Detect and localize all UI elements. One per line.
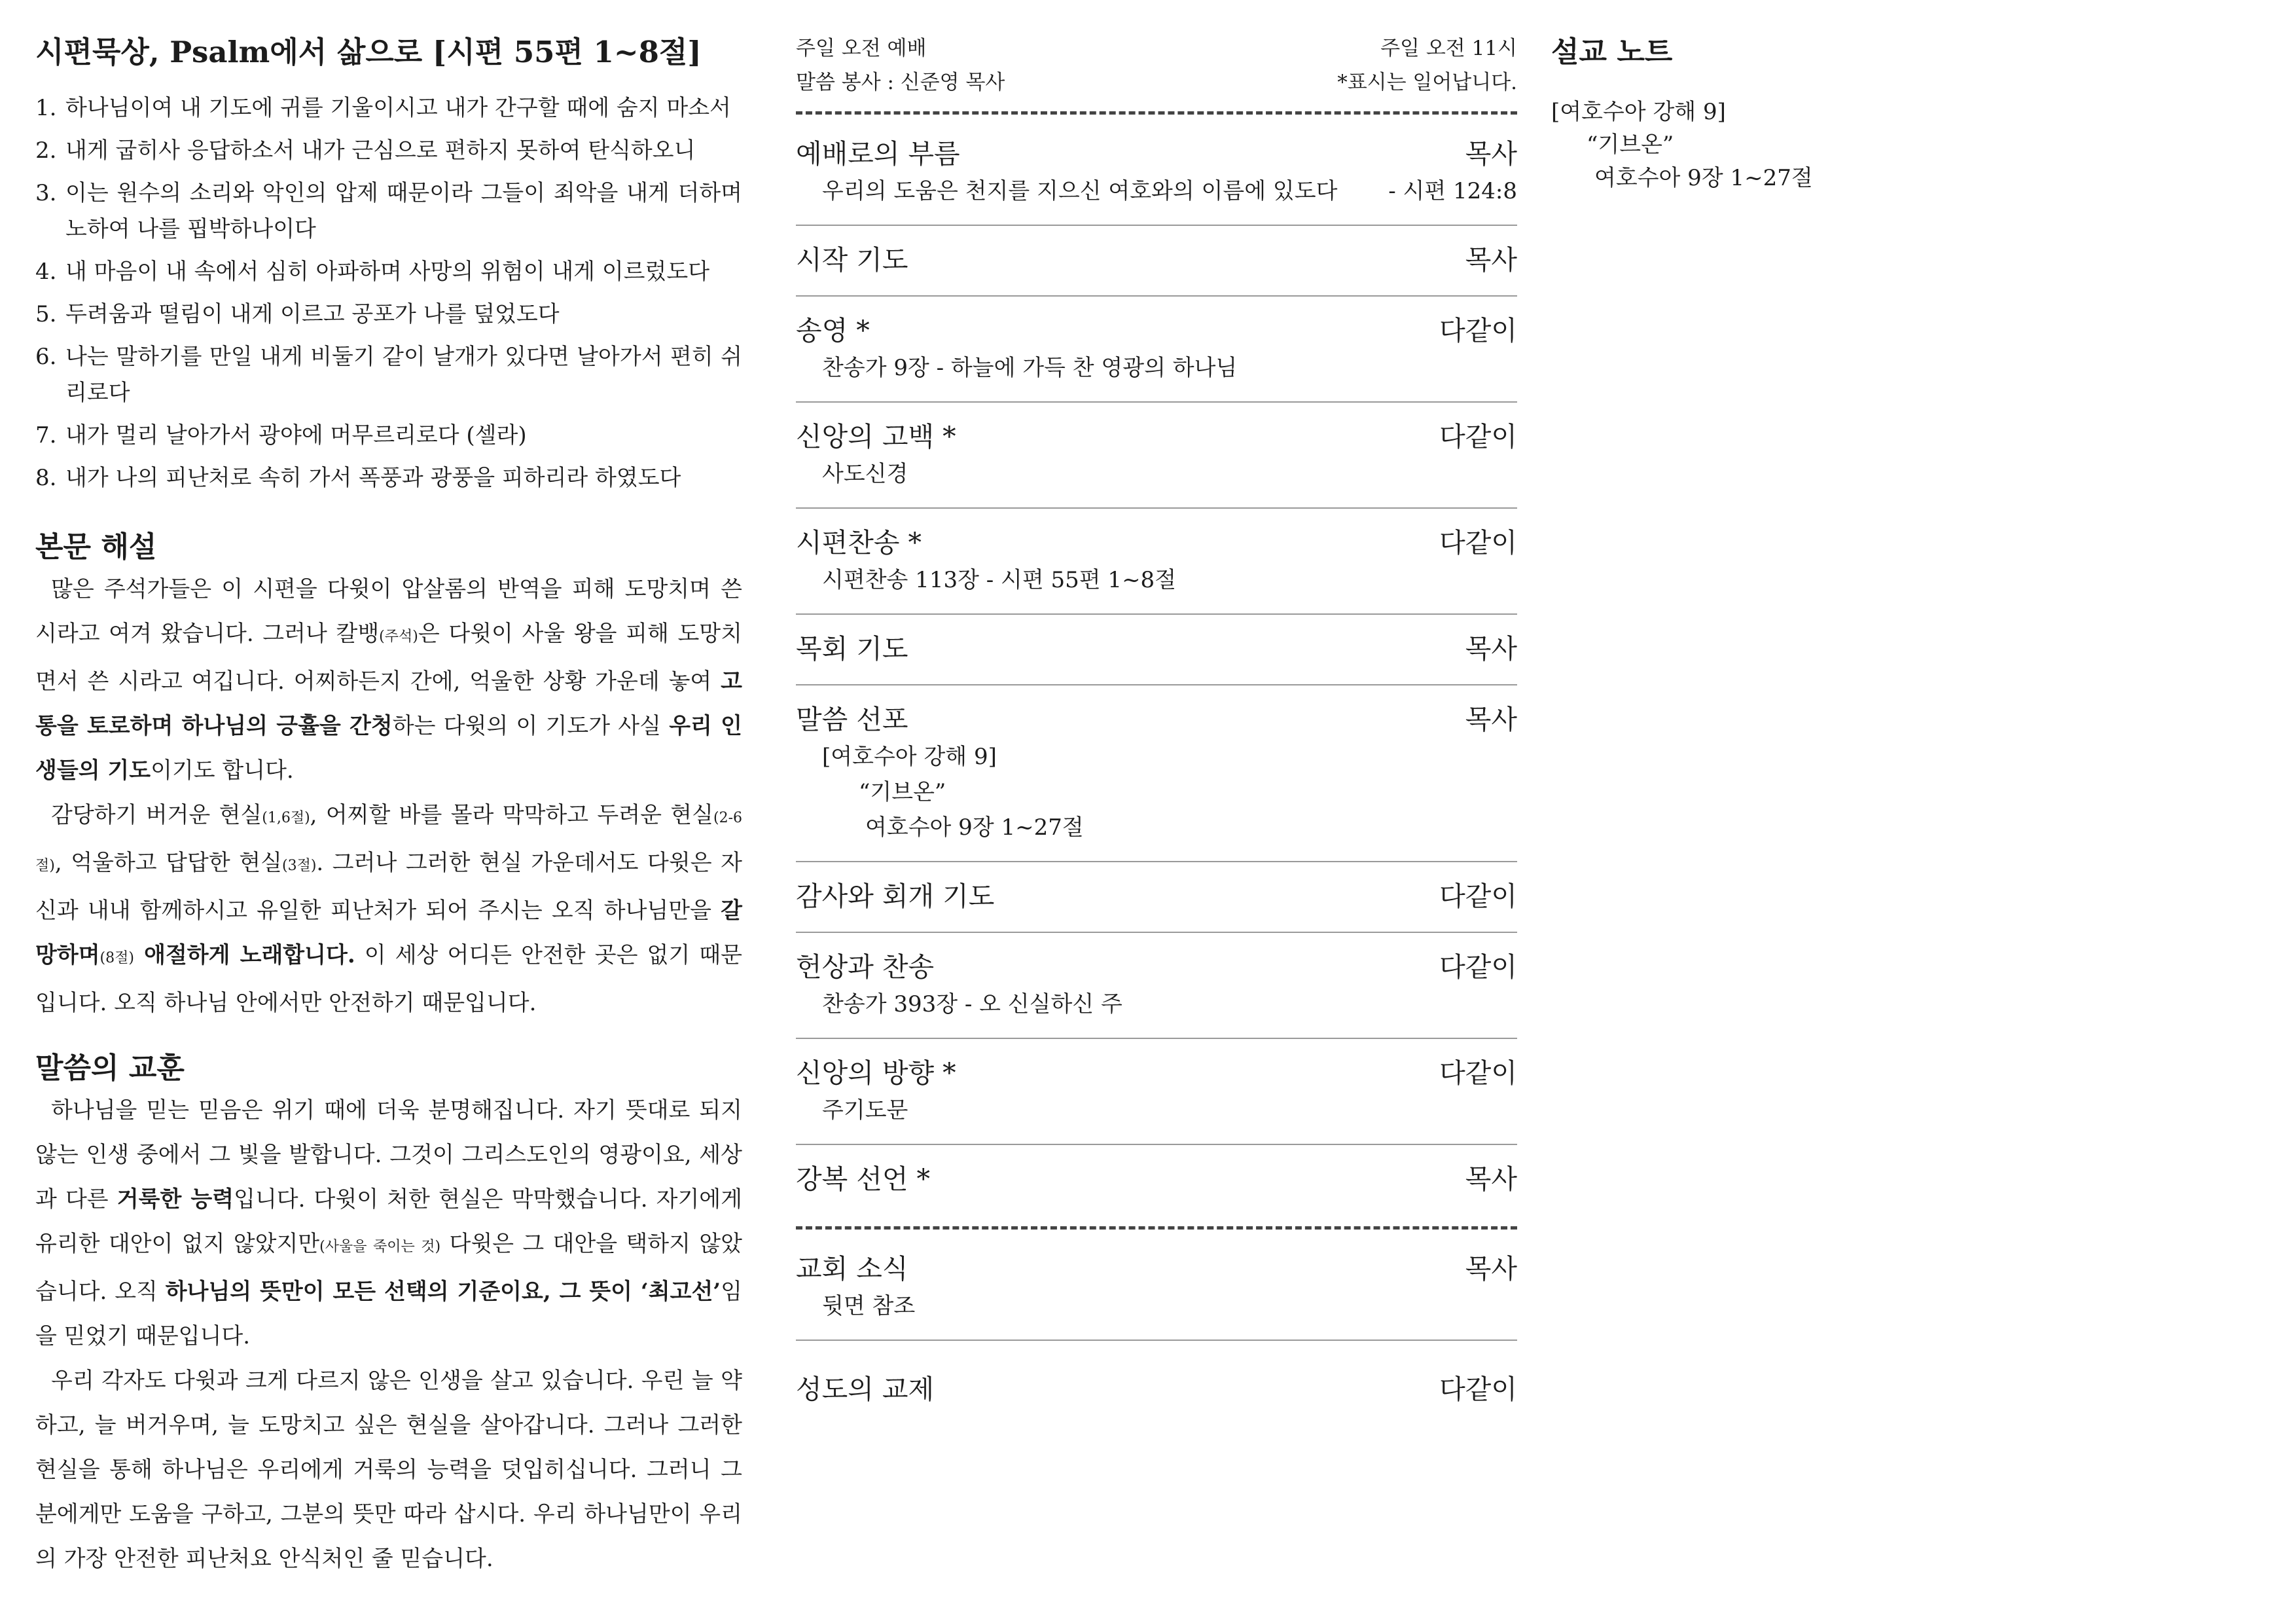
order-item-name: 헌상과 찬송 xyxy=(796,951,935,983)
emphasis-text: 우리 인생들의 기도 xyxy=(35,713,742,784)
notes-series: [여호수아 강해 9] xyxy=(1551,99,1726,125)
order-item xyxy=(796,1341,1517,1425)
order-item-name: 신앙의 방향 * xyxy=(796,1057,956,1089)
verse-number: 2. xyxy=(35,137,57,164)
sermon-notes-column xyxy=(1551,0,2206,196)
text-run: 은 다윗이 사울 왕을 피해 도망치면서 쓴 시라고 여깁니다. 어찌하든지 간에, 억울한 상황 가운데 놓여 xyxy=(35,621,742,695)
emphasis-text: 애절하게 노래합니다. xyxy=(134,942,355,968)
footnote-text: (사울을 죽이는 것) xyxy=(319,1239,441,1255)
sermon-passage: 여호수아 9장 1~27절 xyxy=(865,814,1084,841)
order-item-leader: 다같이 xyxy=(1439,527,1517,558)
order-item-name: 강복 선언 * xyxy=(796,1163,930,1195)
order-item xyxy=(796,226,1517,297)
order-item-leader: 다같이 xyxy=(1439,1374,1517,1405)
order-item-name: 송영 * xyxy=(796,315,870,346)
sermon-title: “기브온” xyxy=(859,779,946,805)
order-item-detail: 우리의 도움은 천지를 지으신 여호와의 이름에 있도다 xyxy=(822,178,1338,204)
order-item xyxy=(796,1145,1517,1214)
text-run: 이 세상 어디든 안전한 곳은 없기 때문입니다. 오직 하나님 안에서만 안전하기 때문입니다. xyxy=(35,942,742,1016)
order-item-leader: 다같이 xyxy=(1439,421,1517,452)
order-item xyxy=(796,1039,1517,1145)
worship-order-column xyxy=(796,0,1517,1425)
text-run: . 그러나 그러한 현실 가운데서도 다윗은 자신과 내내 함께하시고 유일한 피난처가 되어 주시는 오직 하나님만을 xyxy=(35,850,743,924)
order-item-name: 말씀 선포 xyxy=(796,704,908,735)
order-item-leader: 다같이 xyxy=(1439,951,1517,983)
order-item xyxy=(796,685,1517,862)
verse-item xyxy=(35,418,742,454)
verse-item xyxy=(35,133,742,169)
order-item-detail: 찬송가 393장 - 오 신실하신 주 xyxy=(822,991,1122,1017)
verse-item xyxy=(35,339,742,411)
footnote-text: (3절) xyxy=(281,858,317,874)
order-item-detail: 사도신경 xyxy=(822,461,908,487)
order-item xyxy=(796,615,1517,685)
footnote-text: (8절) xyxy=(99,950,134,966)
verse-text: 나는 말하기를 만일 내게 비둘기 같이 날개가 있다면 날아가서 편히 쉬리로다 xyxy=(65,344,742,406)
verse-item xyxy=(35,175,742,247)
verse-text: 이는 원수의 소리와 악인의 압제 때문이라 그들이 죄악을 내게 더하며 노하여 나를 핍박하나이다 xyxy=(65,180,742,242)
service-time: 주일 오전 11시 xyxy=(1380,37,1517,60)
verse-item xyxy=(35,90,742,126)
text-run: 입니다. 다윗이 처한 현실은 막막했습니다. 자기에게 유리한 대안이 없지 않았지만 xyxy=(35,1186,742,1257)
text-run: 다윗은 그 대안을 택하지 않았습니다. 오직 xyxy=(35,1231,742,1305)
commentary-paragraph-2 xyxy=(35,793,742,1025)
verse-text: 내 마음이 내 속에서 심히 아파하며 사망의 위험이 내게 이르렀도다 xyxy=(65,259,710,285)
text-run: 하는 다윗의 이 기도가 사실 xyxy=(392,713,670,739)
text-run: 하나님을 믿는 믿음은 위기 때에 더욱 분명해집니다. 자기 뜻대로 되지 않는 인생 중에서 그 빛을 발합니다. 그것이 그리스도인의 영광이요, 세상과 다른 xyxy=(35,1097,742,1213)
stand-note: *표시는 일어납니다. xyxy=(1337,71,1517,94)
order-item-name: 시작 기도 xyxy=(796,244,908,276)
emphasis-text: 갈망하며 xyxy=(35,898,742,968)
emphasis-text: 고통을 토로하며 하나님의 긍휼을 간청 xyxy=(35,668,742,739)
emphasis-text: 하나님의 뜻만이 모든 선택의 기준이요, 그 뜻이 ‘최고선’ xyxy=(165,1279,721,1305)
preacher: 말씀 봉사 : 신준영 목사 xyxy=(796,71,1005,94)
order-item xyxy=(796,403,1517,509)
meditation-column xyxy=(35,0,742,1581)
text-run: 많은 주석가들은 이 시편을 다윗이 압살롬의 반역을 피해 도망치며 쓴 시라고 여겨 왔습니다. 그러나 칼뱅 xyxy=(35,576,742,647)
order-item-name: 신앙의 고백 * xyxy=(796,421,956,452)
order-item xyxy=(796,862,1517,933)
verse-text: 내게 굽히사 응답하소서 내가 근심으로 편하지 못하여 탄식하오니 xyxy=(65,137,696,164)
lesson-heading: 말씀의 교훈 xyxy=(35,1051,185,1085)
order-item-leader: 다같이 xyxy=(1439,315,1517,346)
order-item-leader: 다같이 xyxy=(1439,1057,1517,1089)
footnote-text: (1,6절) xyxy=(262,810,310,826)
notes-sermon-title: “기브온” xyxy=(1587,132,1674,158)
order-item-name: 시편찬송 * xyxy=(796,527,922,558)
footnote-text: (2-6절) xyxy=(35,810,742,874)
scripture-reference: - 시편 124:8 xyxy=(1388,178,1517,204)
text-run: , 어찌할 바를 몰라 막막하고 두려운 현실 xyxy=(310,802,713,828)
order-item-leader: 목사 xyxy=(1465,138,1517,170)
dashed-divider xyxy=(796,1226,1517,1230)
order-item-leader: 목사 xyxy=(1465,704,1517,735)
verse-number: 5. xyxy=(35,301,57,327)
sermon-series: [여호수아 강해 9] xyxy=(822,744,997,770)
psalm-verses xyxy=(35,90,742,496)
meditation-title: 시편묵상, Psalm에서 삶으로 [시편 55편 1~8절] xyxy=(35,35,702,69)
verse-text: 두려움과 떨림이 내게 이르고 공포가 나를 덮었도다 xyxy=(65,301,560,327)
order-item-detail: 뒷면 참조 xyxy=(822,1293,916,1319)
order-item-leader: 목사 xyxy=(1465,244,1517,276)
verse-number: 4. xyxy=(35,259,57,285)
order-item-name: 성도의 교제 xyxy=(796,1374,935,1405)
order-item-name: 예배로의 부름 xyxy=(796,138,960,170)
order-item-leader: 목사 xyxy=(1465,1253,1517,1285)
lesson-paragraph-2: 우리 각자도 다윗과 크게 다르지 않은 인생을 살고 있습니다. 우린 늘 약하고, 늘 버거우며, 늘 도망치고 싶은 현실을 살아갑니다. 그러나 그러한 현실을 통해 하나님은 우리에게 거룩의 능력을 덧입히십니다. 그러니 그분에게만 도움을 구하고, 그분의 뜻만 따라 삽시다. 우리 하나님만이 우리의 가장 안전한 피난처요 안식처인 줄 믿습니다. xyxy=(35,1368,742,1572)
lesson-paragraph-1 xyxy=(35,1088,742,1359)
order-item-detail: 찬송가 9장 - 하늘에 가득 찬 영광의 하나님 xyxy=(822,355,1238,381)
service-subheader-row xyxy=(796,65,1517,100)
order-item-leader: 목사 xyxy=(1465,1163,1517,1195)
verse-item xyxy=(35,460,742,496)
verse-item xyxy=(35,254,742,290)
order-item-name: 목회 기도 xyxy=(796,633,908,665)
footnote-text: (주석) xyxy=(379,629,418,645)
order-item-detail: 시편찬송 113장 - 시편 55편 1~8절 xyxy=(822,567,1177,593)
verse-text: 하나님이여 내 기도에 귀를 기울이시고 내가 간구할 때에 숨지 마소서 xyxy=(65,95,731,121)
order-item-leader: 다같이 xyxy=(1439,881,1517,912)
verse-number: 3. xyxy=(35,180,57,206)
text-run: 이기도 합니다. xyxy=(151,757,294,784)
sermon-notes-title: 설교 노트 xyxy=(1551,35,1673,69)
text-run: , 억울하고 답답한 현실 xyxy=(54,850,282,876)
verse-number: 7. xyxy=(35,422,57,448)
order-item xyxy=(796,933,1517,1039)
verse-text: 내가 멀리 날아가서 광야에 머무르리로다 (셀라) xyxy=(65,422,527,448)
verse-number: 1. xyxy=(35,95,57,121)
commentary-paragraph-1 xyxy=(35,567,742,793)
order-item-name: 교회 소식 xyxy=(796,1253,908,1285)
notes-passage: 여호수아 9장 1~27절 xyxy=(1594,165,1813,191)
order-item-name: 감사와 회개 기도 xyxy=(796,881,995,912)
service-header-row xyxy=(796,31,1517,65)
verse-item xyxy=(35,297,742,333)
order-item xyxy=(796,297,1517,403)
verse-number: 6. xyxy=(35,344,57,370)
order-item xyxy=(796,120,1517,226)
verse-text: 내가 나의 피난처로 속히 가서 폭풍과 광풍을 피하리라 하였도다 xyxy=(65,465,681,491)
order-item-leader: 목사 xyxy=(1465,633,1517,665)
order-item-detail: 주기도문 xyxy=(822,1097,908,1123)
dashed-divider xyxy=(796,111,1517,115)
order-item xyxy=(796,1235,1517,1341)
text-run: 임을 믿었기 때문입니다. xyxy=(35,1279,742,1349)
commentary-heading: 본문 해설 xyxy=(35,530,157,564)
emphasis-text: 거룩한 능력 xyxy=(117,1186,234,1213)
service-name: 주일 오전 예배 xyxy=(796,37,927,60)
order-item xyxy=(796,509,1517,615)
verse-number: 8. xyxy=(35,465,57,491)
text-run: 감당하기 버거운 현실 xyxy=(51,802,262,828)
